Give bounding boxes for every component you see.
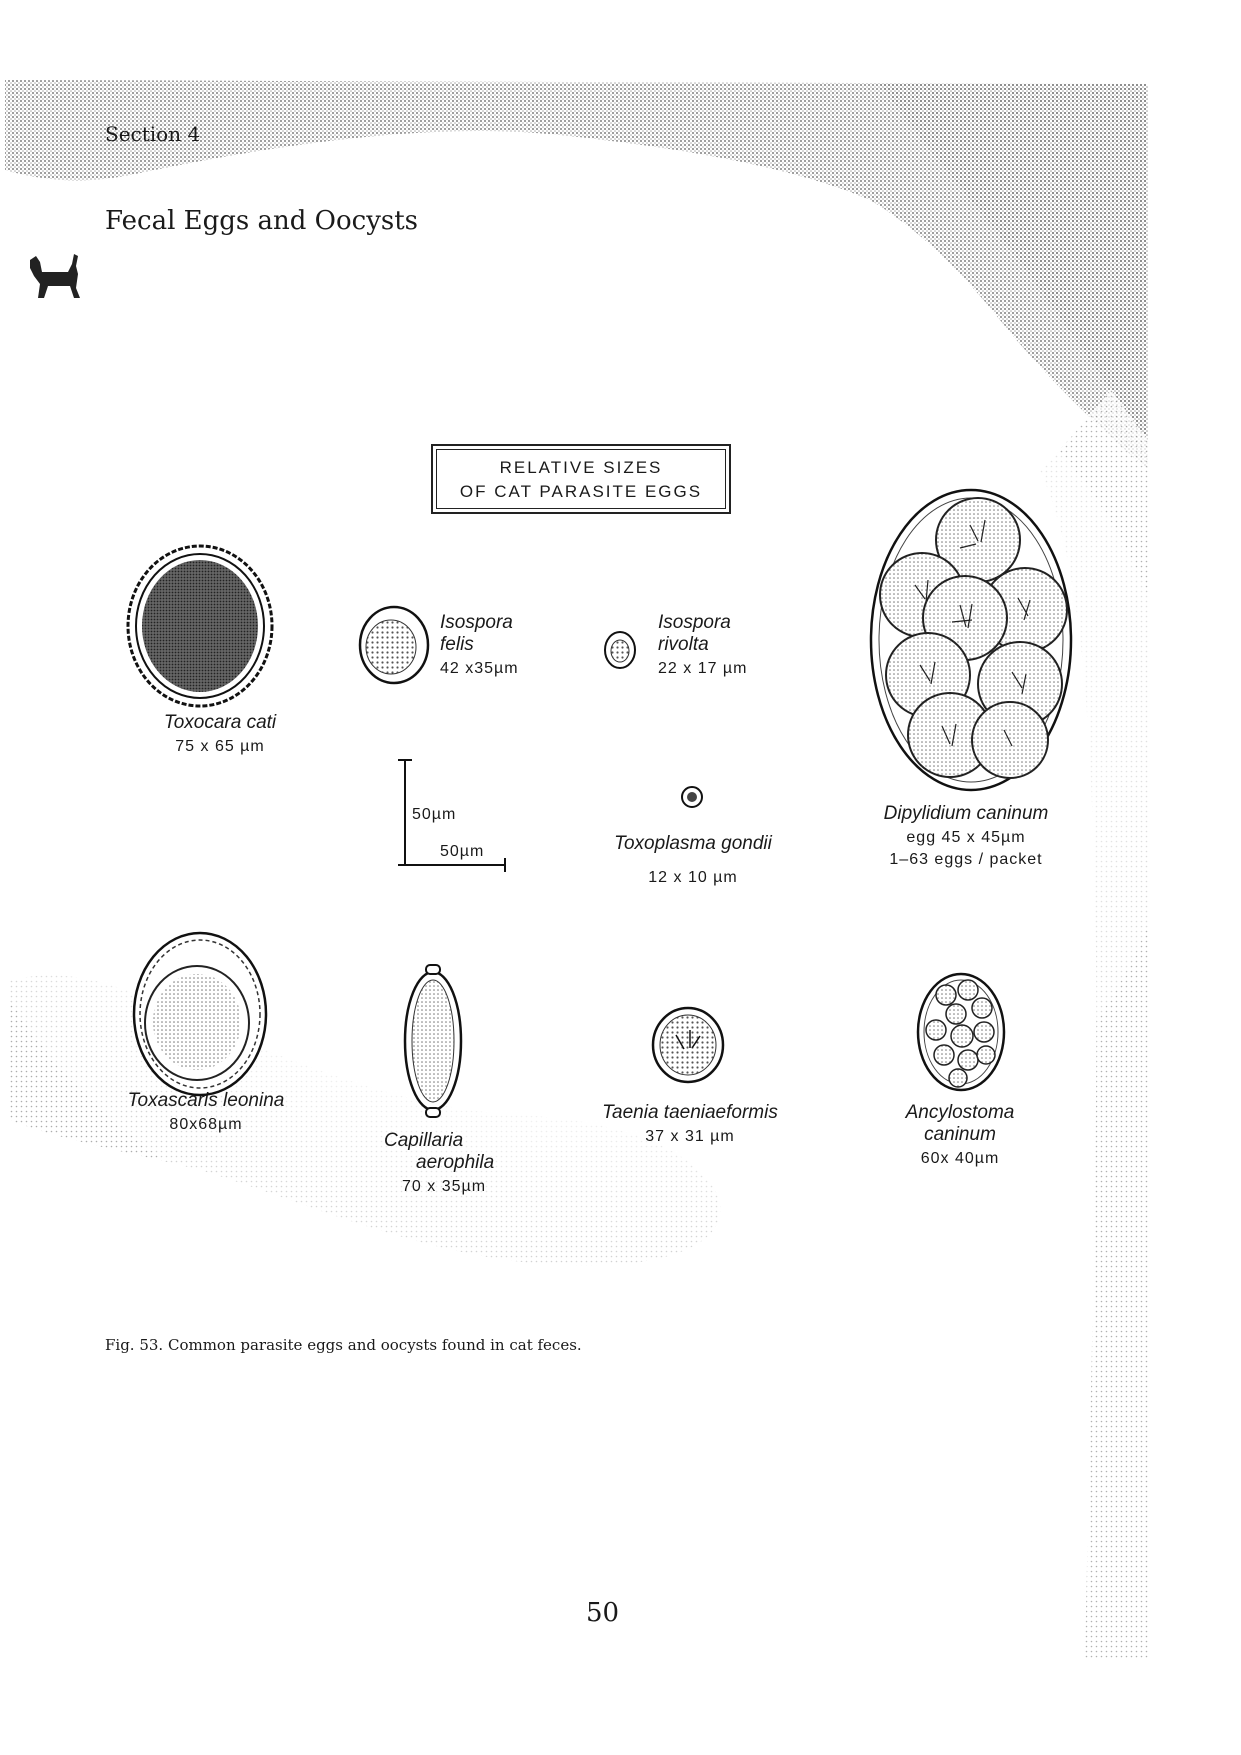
- page-number: 50: [586, 1598, 620, 1628]
- scale-vertical-label: 50µm: [412, 806, 457, 823]
- egg-name: rivolta: [658, 634, 709, 655]
- packet-count: 1–63 eggs / packet: [889, 851, 1043, 868]
- toxocara-cati-egg: [128, 546, 272, 706]
- egg-size: 12 x 10 µm: [648, 869, 738, 886]
- egg-name: aerophila: [416, 1152, 495, 1173]
- isospora-felis-oocyst: [360, 607, 428, 683]
- label-toxoplasma-gondii: [598, 833, 788, 887]
- label-capillaria-aerophila: [384, 1130, 494, 1196]
- label-dipylidium-caninum: [866, 803, 1066, 869]
- egg-size: 80x68µm: [169, 1116, 243, 1133]
- egg-name: felis: [440, 634, 474, 655]
- egg-size: 37 x 31 µm: [645, 1128, 735, 1145]
- egg-size: egg 45 x 45µm: [906, 829, 1026, 846]
- toxascaris-leonina-egg: [134, 933, 266, 1095]
- egg-name: Isospora: [658, 612, 731, 633]
- label-isospora-felis: [440, 612, 519, 678]
- egg-name: Toxascaris leonina: [127, 1090, 285, 1111]
- scale-horizontal-label: 50µm: [440, 843, 485, 860]
- egg-name: Ancylostoma: [905, 1102, 1015, 1123]
- egg-size: 22 x 17 µm: [658, 660, 748, 677]
- label-ancylostoma-caninum: [880, 1102, 1040, 1168]
- taenia-taeniaeformis-egg: [653, 1008, 723, 1082]
- egg-name: Dipylidium caninum: [883, 803, 1049, 824]
- egg-size: 70 x 35µm: [402, 1178, 487, 1195]
- label-toxocara-cati: [140, 712, 300, 756]
- egg-name: Isospora: [440, 612, 513, 633]
- figure-caption: Fig. 53. Common parasite eggs and oocysts found in cat feces.: [105, 1336, 582, 1354]
- egg-name: Capillaria: [384, 1130, 464, 1151]
- label-taenia-taeniaeformis: [590, 1102, 790, 1146]
- isospora-rivolta-oocyst: [605, 632, 635, 668]
- capillaria-aerophila-egg: [405, 965, 461, 1117]
- label-toxascaris-leonina: [116, 1090, 296, 1134]
- egg-name: caninum: [924, 1124, 996, 1145]
- page-title: Fecal Eggs and Oocysts: [105, 206, 419, 236]
- egg-name: Taenia taeniaeformis: [602, 1102, 778, 1123]
- ancylostoma-caninum-egg: [918, 974, 1004, 1090]
- egg-size: 42 x35µm: [440, 660, 519, 677]
- section-label: Section 4: [105, 122, 201, 146]
- egg-size: 75 x 65 µm: [175, 738, 265, 755]
- toxoplasma-gondii-oocyst: [682, 787, 702, 807]
- egg-name: Toxoplasma gondii: [614, 833, 772, 854]
- egg-name: Toxocara cati: [163, 712, 277, 733]
- figure-title-line-2: OF CAT PARASITE EGGS: [459, 482, 703, 501]
- figure-title-line-1: RELATIVE SIZES: [499, 458, 663, 477]
- dipylidium-caninum-packet: [871, 490, 1071, 790]
- label-isospora-rivolta: [658, 612, 747, 678]
- egg-size: 60x 40µm: [920, 1150, 1000, 1167]
